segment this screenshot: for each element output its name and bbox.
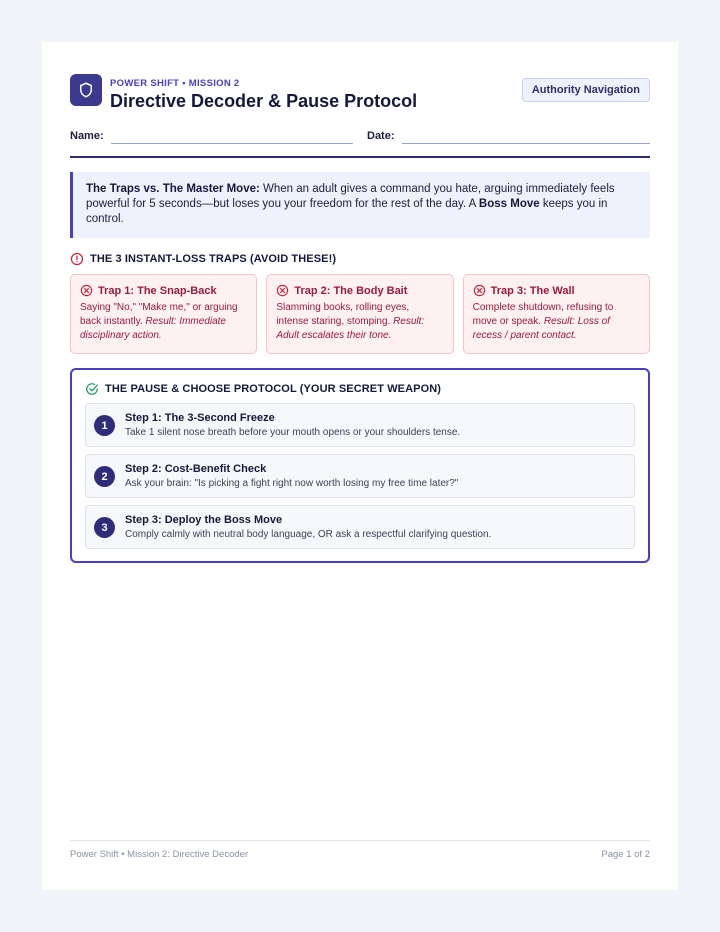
intro-callout [70,172,650,238]
trap-text: Slamming books, rolling eyes, intense staring, stomping. [276,302,410,327]
trap-text: Saying "No," "Make me," or arguing back instantly. [80,302,238,327]
step-number: 3 [94,517,115,538]
trap-result: Result: Immediate disciplinary action. [80,316,226,341]
protocol-step [85,403,635,447]
check-circle-icon [85,382,99,396]
step-description: Take 1 silent nose breath before your mouth opens or your shoulders tense. [125,427,461,438]
trap-title: Trap 1: The Snap-Back [98,284,217,297]
trap-title-row [473,284,640,297]
header-divider [70,156,650,158]
topic-badge: Authority Navigation [522,78,650,102]
protocol-step [85,454,635,498]
x-circle-icon [80,284,93,297]
traps-heading [70,252,650,266]
trap-title-row [80,284,247,297]
traps-row [70,274,650,354]
trap-description [80,301,247,343]
step-description: Comply calmly with neutral body language, OR ask a respectful clarifying question. [125,529,492,540]
step-title: Step 1: The 3-Second Freeze [125,412,275,424]
trap-title: Trap 2: The Body Bait [294,284,408,297]
x-circle-icon [473,284,486,297]
alert-circle-icon [70,252,84,266]
callout-tail: keeps you in control. [86,198,608,225]
protocol-step [85,505,635,549]
protocol-heading [85,382,635,396]
trap-title: Trap 3: The Wall [490,284,575,297]
trap-result: Result: Adult escalates their tone. [276,316,425,341]
mission-eyebrow: POWER SHIFT • MISSION 2 [110,78,240,89]
name-label: Name: [70,130,104,142]
worksheet-content [70,74,650,563]
trap-text: Complete shutdown, refusing to move or speak. [472,302,614,327]
step-title: Step 2: Cost-Benefit Check [125,463,267,475]
page-header [70,74,650,114]
protocol-box [70,368,650,563]
step-description: Ask your brain: "Is picking a fight right now worth losing my free time later?" [125,478,459,489]
trap-card [266,274,453,354]
trap-result: Result: Loss of recess / parent contact. [472,316,610,341]
footer-divider [70,840,650,841]
name-date-fields [70,124,650,148]
step-number: 2 [94,466,115,487]
worksheet-page [42,42,678,890]
name-field[interactable] [111,143,353,144]
step-title: Step 3: Deploy the Boss Move [125,514,283,526]
date-field[interactable] [402,143,650,144]
trap-description [276,301,443,343]
trap-description [473,301,640,343]
protocol-heading-text: THE PAUSE & CHOOSE PROTOCOL (YOUR SECRET WEAPON) [105,383,442,395]
trap-card [463,274,650,354]
traps-heading-text: THE 3 INSTANT-LOSS TRAPS (AVOID THESE!) [90,253,337,265]
x-circle-icon [276,284,289,297]
footer-title: Power Shift • Mission 2: Directive Decoder [70,849,249,860]
shield-icon [70,74,102,106]
trap-card [70,274,257,354]
callout-text: When an adult gives a command you hate, arguing immediately feels powerful for 5 seconds—but loses you your freedom for the rest of the day. A [86,183,615,210]
callout-lead: The Traps vs. The Master Move: [86,183,260,195]
page-title: Directive Decoder & Pause Protocol [110,91,418,111]
page-number: Page 1 of 2 [601,849,650,860]
date-label: Date: [367,130,395,142]
trap-title-row [276,284,443,297]
callout-bold: Boss Move [478,198,540,210]
step-number: 1 [94,415,115,436]
